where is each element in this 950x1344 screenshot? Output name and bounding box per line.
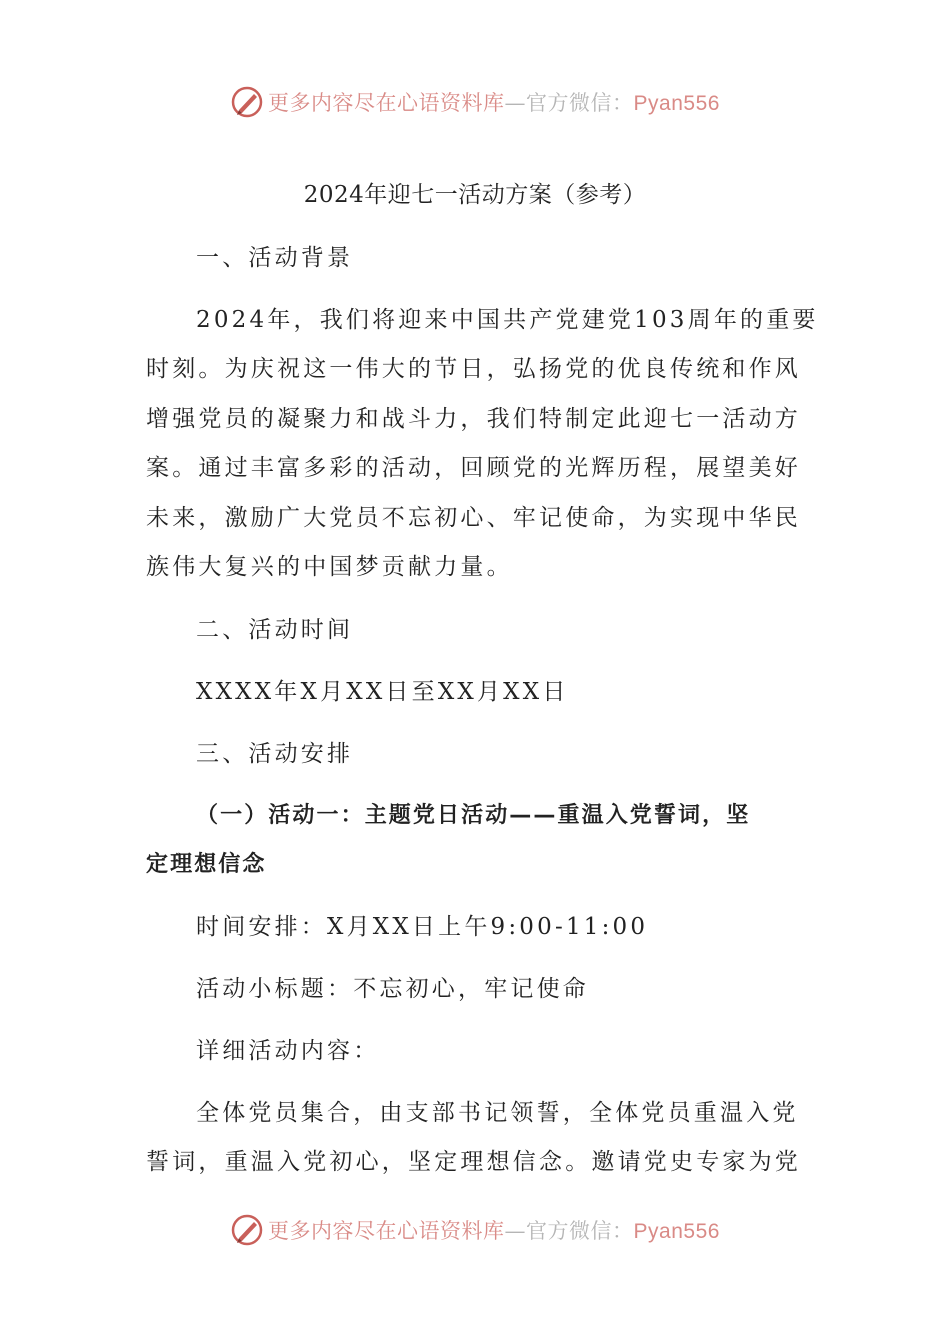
footer-banner — [0, 1210, 950, 1250]
activity-heading: （一）活动一：主题党日活动——重温入党誓词，坚 — [196, 803, 751, 828]
activity-heading-cont: 定理想信念 — [146, 852, 267, 877]
pen-logo-icon — [230, 85, 264, 119]
paragraph-line: 族伟大复兴的中国梦贡献力量。 — [146, 554, 513, 580]
section-heading-background: 一、活动背景 — [196, 245, 354, 271]
page-title: 2024年迎七一活动方案（参考） — [303, 182, 647, 208]
section-heading-arrangement: 三、活动安排 — [196, 741, 354, 767]
activity-period: XXXX年X月XX日至XX月XX日 — [196, 679, 569, 705]
pen-logo-icon — [230, 1213, 264, 1247]
paragraph-line: 2024年，我们将迎来中国共产党建党103周年的重要 — [196, 307, 819, 333]
header-banner — [0, 82, 950, 122]
section-heading-time: 二、活动时间 — [196, 617, 354, 643]
paragraph-line: 全体党员集合，由支部书记领誓，全体党员重温入党 — [196, 1100, 799, 1126]
time-arrangement: 时间安排：X月XX日上午9:00-11:00 — [196, 914, 649, 940]
paragraph-line: 誓词，重温入党初心，坚定理想信念。邀请党史专家为党 — [146, 1149, 801, 1175]
paragraph-line: 未来，激励广大党员不忘初心、牢记使命，为实现中华民 — [146, 505, 801, 531]
detail-label: 详细活动内容： — [196, 1038, 380, 1064]
paragraph-line: 案。通过丰富多彩的活动，回顾党的光辉历程，展望美好 — [146, 455, 801, 481]
paragraph-line: 增强党员的凝聚力和战斗力，我们特制定此迎七一活动方 — [146, 406, 801, 432]
activity-subtitle: 活动小标题：不忘初心，牢记使命 — [196, 976, 589, 1002]
banner-text: 更多内容尽在心语资料库—官方微信：Pyan556 — [268, 91, 720, 115]
paragraph-line: 时刻。为庆祝这一伟大的节日，弘扬党的优良传统和作风 — [146, 356, 801, 382]
banner-text: 更多内容尽在心语资料库—官方微信：Pyan556 — [268, 1219, 720, 1243]
